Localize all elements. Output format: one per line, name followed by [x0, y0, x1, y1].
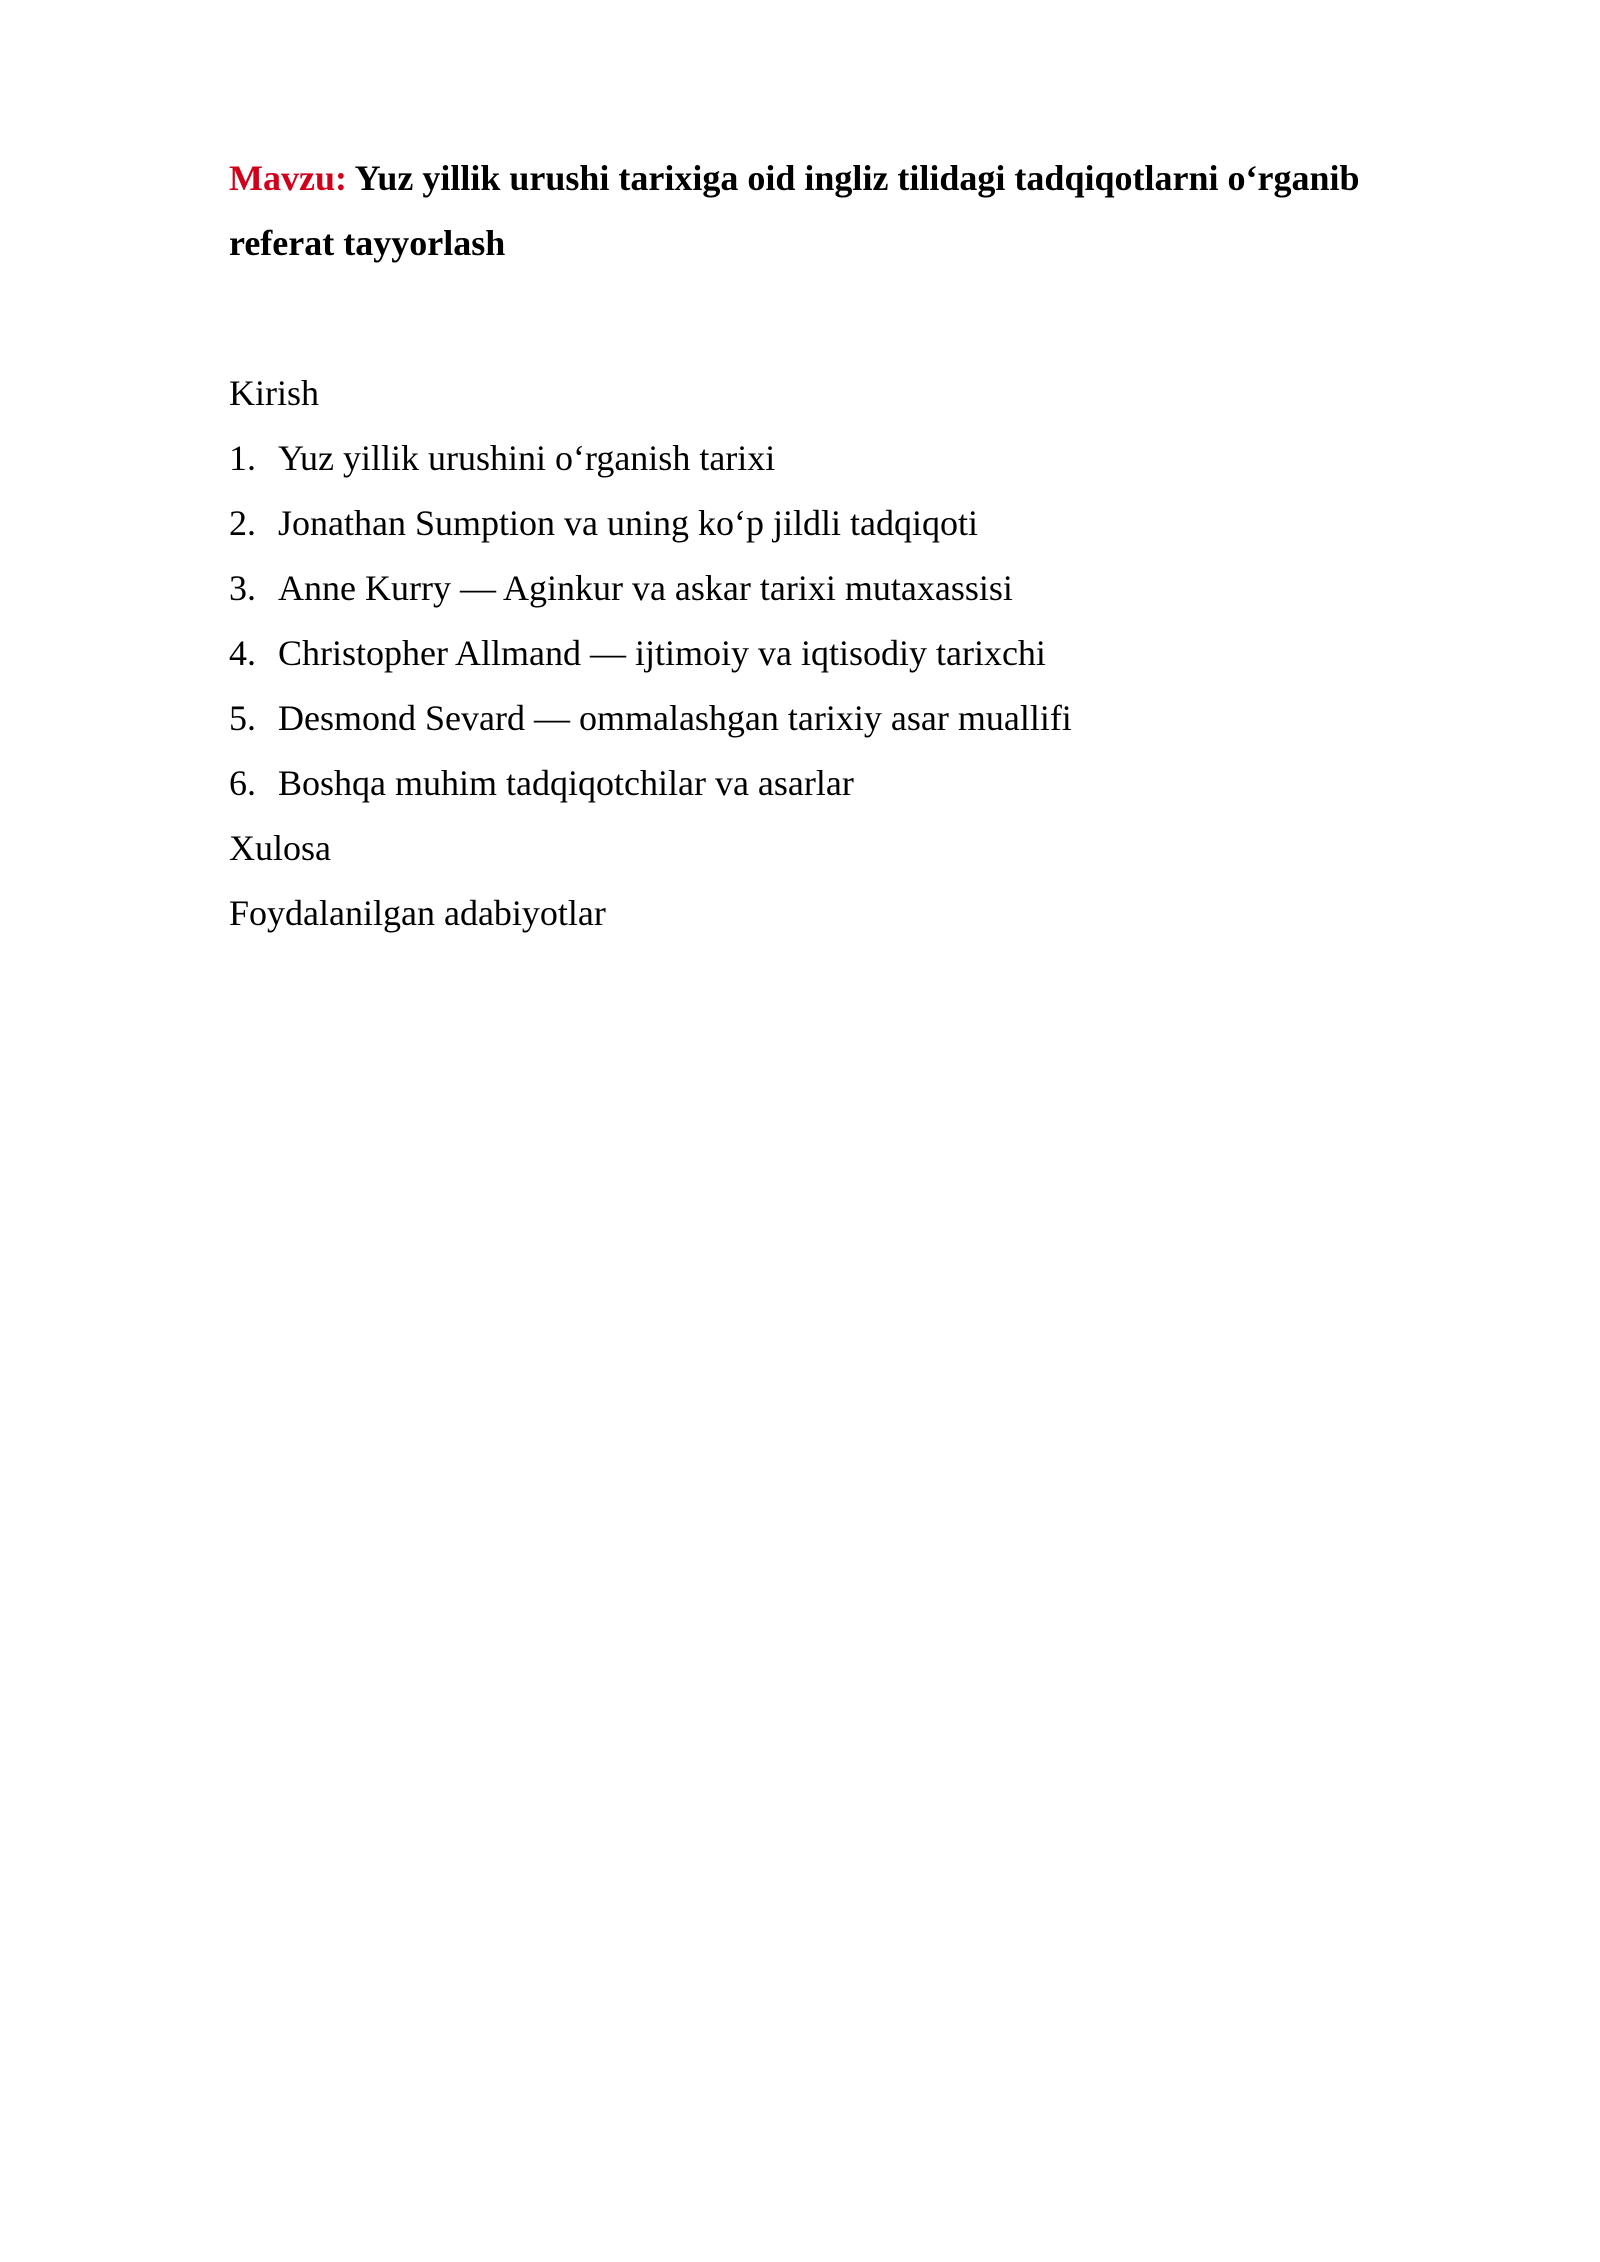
toc-conclusion: Xulosa: [229, 828, 331, 868]
toc-item-text: Jonathan Sumption va uning ko‘p jildli tadqiqoti: [278, 503, 978, 543]
toc-item-number: 1.: [229, 438, 256, 478]
toc-item-text: Yuz yillik urushini o‘rganish tarixi: [278, 438, 776, 478]
toc-item: [229, 751, 1429, 816]
toc-item-text: Desmond Sevard — ommalashgan tarixiy asar muallifi: [278, 698, 1072, 738]
toc-item: [229, 556, 1429, 621]
toc-item-number: 6.: [229, 763, 256, 803]
toc-item: [229, 621, 1429, 686]
toc-item-number: 5.: [229, 698, 256, 738]
toc-item-number: 2.: [229, 503, 256, 543]
toc-intro: Kirish: [229, 373, 319, 413]
toc-item: [229, 426, 1429, 491]
toc-item-number: 3.: [229, 568, 256, 608]
table-of-contents: [229, 361, 1429, 946]
title-label: Mavzu:: [229, 158, 347, 198]
toc-item: [229, 491, 1429, 556]
toc-item-text: Anne Kurry — Aginkur va askar tarixi mutaxassisi: [278, 568, 1013, 608]
toc-references: Foydalanilgan adabiyotlar: [229, 893, 606, 933]
toc-item-number: 4.: [229, 633, 256, 673]
toc-item: [229, 686, 1429, 751]
toc-item-text: Christopher Allmand — ijtimoiy va iqtisodiy tarixchi: [278, 633, 1046, 673]
toc-item-text: Boshqa muhim tadqiqotchilar va asarlar: [278, 763, 854, 803]
document-title: [229, 146, 1429, 276]
title-text: Yuz yillik urushi tarixiga oid ingliz tilidagi tadqiqotlarni o‘rganib referat tayyorlash: [229, 158, 1360, 263]
